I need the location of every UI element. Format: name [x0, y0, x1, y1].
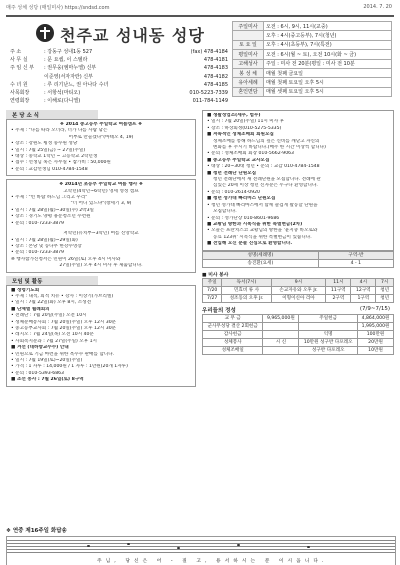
table-row	[203, 259, 394, 267]
info-row	[10, 73, 228, 81]
schedule-label: 평일미사	[233, 50, 264, 59]
text-line: • 대상 : 20~30대 청년 • 문의 : 교감 010-4784-1548	[207, 164, 320, 170]
schedule-value: 매월 셋째 토요일 오후 5시	[264, 87, 392, 96]
schedule-row	[233, 78, 392, 87]
info-value: : 문 요셉, 이 스텔라	[44, 57, 88, 64]
text-line: 모집합니다.	[213, 209, 237, 215]
info-row	[10, 81, 228, 89]
table-cell: 12구역	[351, 286, 376, 294]
text-line: 동료 123위' 시복식을 위한 특별현금이 있습니다.	[213, 234, 312, 240]
page-title: 천주교 성내동 성당	[60, 26, 205, 45]
mass-schedule-table	[232, 21, 392, 97]
info-label: 수 녀 원	[10, 81, 28, 88]
text-line: • 문의 : 010-5393-6863	[11, 370, 64, 376]
schedule-label: 혼인면담	[233, 87, 264, 96]
text-line: ■ 교황님 방한과 시복식을 위한 특별현금(2차)	[207, 221, 303, 227]
schedule-label: 유아세례	[233, 78, 264, 87]
info-value: : 이해로(다니엘)	[44, 98, 81, 105]
table-row	[203, 294, 394, 302]
text-line: 저학년(유치부~3학년) 여름 신앙학교	[63, 231, 139, 237]
table-header-cell: 성명(세례명)	[203, 251, 319, 259]
text-line: 변화를 후 주시기 바랍니다.(매주 한 시간 이상씩 합니다)	[213, 145, 326, 151]
text-line: • 레지오 : 7월 24일(목) 오전 10시 40분	[11, 332, 94, 338]
offering-title: 우리들의 정성	[202, 307, 236, 314]
header	[6, 15, 394, 109]
table-cell: 7/20	[203, 286, 222, 294]
text-line: • 민원으로 기금 마련을 위한 옥수수 판매를 합니다.	[11, 351, 115, 357]
info-label: 사목회장	[10, 89, 30, 96]
site-url: 매주 성체 성당 (매일미사) https://sndsd.com	[6, 5, 110, 11]
info-row	[10, 48, 228, 56]
table-cell: 감사헌금	[203, 330, 263, 338]
info-label: 주 소	[10, 49, 22, 55]
schedule-row	[233, 68, 392, 77]
schedule-value: 오후 : 4시(중고등부), 7시(청년)	[264, 31, 392, 40]
text-line: • 오늘은 프란치스코 교황님의 방한을 '윤지충 바오로와	[207, 228, 318, 234]
table-cell: 성구반 다포레오	[299, 346, 358, 354]
text-line: • 일시 : 7월 28일(월)~29일(화)	[11, 237, 78, 243]
table-row	[203, 314, 394, 322]
text-line: ■ 겨선 (대하향교수수) 안내	[11, 345, 69, 351]
table-cell: 손교자유와 오후 Jr.	[271, 286, 326, 294]
schedule-label: 토 요 일	[233, 40, 264, 49]
table-cell: 성체조배일	[203, 346, 263, 354]
table-cell	[263, 330, 299, 338]
text-line: • 문의 : 010-2614-0920	[207, 189, 260, 195]
section-parish-news-title: 본 당 소 식	[6, 110, 98, 119]
text-line: • 일시 : 7월 19일(토)~20일(주일)	[11, 358, 83, 363]
info-value: : 강동구 성내1동 527	[44, 49, 93, 55]
schedule-label: 봉 성 체	[233, 68, 264, 77]
text-line: • 접수 : 선생님 혹은 사무실 • 참가비 : 50,000원	[11, 160, 111, 166]
meetings-box	[6, 285, 196, 387]
welcome-table	[202, 251, 394, 268]
info-label: 사 무 실	[10, 57, 28, 64]
text-line: • 문의 : 010-7233-3879	[11, 220, 64, 226]
info-phone: 478-4181	[203, 57, 228, 64]
table-cell: 7/27	[203, 294, 222, 302]
text-line: ■ 조선 봉사 : 7월 26일(토) 8구역	[11, 377, 84, 383]
text-line: 청년 전례단에서 새 전례단원을 모집합니다. 전례에 관	[213, 177, 321, 183]
section-meetings-title: 모임 및 활동	[6, 276, 98, 285]
text-line: 성체조배를 통해 하느님의 깊은 신비를 깨닫고 자신의	[213, 138, 320, 144]
table-cell: 성조동의 오후 Jr.	[222, 294, 271, 302]
info-label: 주 임 신 부	[10, 65, 35, 72]
mass-service-title: ■ 미사 봉사	[202, 272, 229, 278]
text-line: ■ 단체별 월례회의	[11, 306, 50, 312]
issue-date: 2014. 7. 20	[363, 4, 392, 10]
table-cell: 9,965,000원	[263, 314, 299, 322]
mass-service-table	[202, 278, 394, 303]
text-line: • 사회복지분과 : 7월 27일(주일) 오후 1시	[11, 338, 97, 344]
left-column	[6, 110, 196, 387]
text-line: • 장소 : 본당 및 동나무 한강수영장	[11, 243, 82, 249]
schedule-row	[233, 87, 392, 96]
text-line: • 주제 : "빈 바람 하느님 그리고 우리"	[11, 195, 88, 201]
table-cell	[263, 322, 299, 330]
table-header-cell: 독서(7시)	[222, 278, 271, 286]
text-line: • 전례단 : 7월 20일(주일) 오전 10시	[11, 313, 87, 319]
table-cell: 청년	[376, 294, 394, 302]
text-line: 어부로 만들겠다"(마태오 4, 19)	[68, 134, 134, 140]
table-header-row	[203, 251, 394, 259]
children-event-box	[6, 179, 196, 272]
text-line: ■ 저속적인 성체조배회 회원모집	[207, 132, 274, 138]
text-line: ※ 행사참가신청서는 민원이 26일(토) 오후 4시 미사와	[11, 256, 121, 262]
schedule-row	[233, 59, 392, 68]
text-line: • 청년 성가대 빠리마스에서 함께 즐겁게 활동할 단원을	[207, 202, 318, 208]
text-line: 고학년(4학년~6학년) 영세 영성 캠프	[63, 188, 139, 194]
church-logo-icon	[36, 24, 54, 42]
table-cell: 1구역	[351, 294, 376, 302]
table-header-row	[203, 278, 394, 286]
info-value: : 권무웅(엠마누엘) 신부	[44, 65, 97, 72]
text-line: • 주제 : "나를 따라 오너라, 너가 나를 사람 낚는	[11, 128, 108, 134]
psalm-lyric: 주님, 당신은 어 - 질 고, 용서하시는 분 이시옵니다.	[97, 559, 328, 564]
text-line: • 문의 : 교감선생님 010-4784-1548	[11, 166, 88, 172]
table-cell: 4,864,000원	[358, 314, 394, 322]
schedule-row	[233, 40, 392, 49]
text-line: • 문의 : 010-7233-3879	[11, 250, 64, 256]
schedule-value: 매월 첫째 토요일 오후 5시	[264, 78, 392, 87]
info-phone: 478-4183	[203, 65, 228, 72]
table-cell: 이형이신아 리아	[271, 294, 326, 302]
table-cell: 10만원	[358, 346, 394, 354]
text-line: • 장소 : 경기도 양평 용문청소년 수련원	[11, 214, 91, 220]
table-header-cell: 구역-반	[318, 251, 393, 259]
info-phone: 011-784-1149	[192, 98, 228, 105]
schedule-label: 주일미사	[233, 22, 264, 31]
text-line: ❖ 2014 중고등부 주일학교 여름캠프 ❖	[59, 122, 143, 127]
text-line: ■ 청년 성가대 빠리마스 단원모집	[207, 196, 276, 202]
table-cell: 주일헌금	[299, 314, 358, 322]
info-value: : 서항석(마티오)	[44, 89, 81, 96]
table-row	[203, 322, 394, 330]
table-cell: 익명	[299, 330, 358, 338]
text-line: • 성체분배봉사회 : 7월 20일(주일) 오후 12시 30분	[11, 319, 117, 325]
info-label: 연령회장	[10, 98, 30, 105]
right-column	[202, 110, 394, 355]
text-line: • 주제 : 내적, 외적 치유 • 강사 : 이상기(가브리엘)	[11, 293, 114, 299]
top-line	[0, 0, 400, 14]
text-line: ■ 성령기도회	[11, 287, 40, 293]
table-cell: 군사무성당 결산 2회헌금	[203, 322, 263, 330]
table-row	[203, 346, 394, 354]
text-line: ■ 청년 전례단 단원모집	[207, 170, 257, 176]
info-phone: 010-5223-7339	[189, 89, 228, 96]
table-cell: 1,995,000원	[358, 322, 394, 330]
text-line: • 일시 : 7월 20일(주일) 11시 미사 후	[207, 119, 285, 125]
text-line: • 중고등부교사회 : 7월 20일(주일) 오후 12시 30분	[11, 325, 117, 331]
text-line: • 일시 : 7월 28일(월)~30일(수) 2박3일	[11, 207, 94, 213]
text-line: • 문의 : 성가단장 010-8601-9686	[207, 215, 280, 221]
text-line: • 문의 : 성체조배회 회장 010-5662-9063	[207, 151, 294, 157]
offering-date: (7/9~7/15)	[359, 305, 390, 312]
table-cell: 민효비 류 사	[222, 286, 271, 294]
table-header-cell: 7시	[376, 278, 394, 286]
text-line: • 가격 : 1 자루 : 14,000원 / 1 자루 : 1만원(20개 1자루)	[11, 364, 128, 370]
psalm-title: ❖ 연중 제16주일 화답송	[6, 528, 67, 534]
psalm-footer	[6, 526, 394, 564]
text-line: ■ 생활성업소(세무, 법무)	[207, 113, 261, 118]
table-header-cell: 11시	[326, 278, 351, 286]
info-row	[10, 56, 228, 64]
info-row	[10, 97, 228, 105]
schedule-value: 오전 : 6시(월 ~ 토), 오전 10시(화 ~ 금)	[264, 50, 392, 59]
text-line: 27일(주일) 오후 4시 미사 후 제출합니다.	[59, 263, 143, 269]
table-row	[203, 330, 394, 338]
schedule-row	[233, 31, 392, 40]
table-cell: 100만원	[358, 330, 394, 338]
text-line: ■ 전입해 오신 분들 진심으로 환영합니다.	[207, 241, 293, 247]
announcements-box	[202, 110, 394, 251]
table-cell: 시 신	[263, 338, 299, 346]
info-value: 이준영(서자자란) 신부	[44, 73, 93, 80]
table-row	[203, 286, 394, 294]
info-phone: 478-4185	[203, 81, 228, 88]
text-line: 심있는 20세 이상 청년 신자분은 누구나 환영합니다.	[213, 183, 318, 189]
schedule-label: 고해성사	[233, 59, 264, 68]
text-line: • 일시 : 7월 22일(화) 오후 8시, 소성전	[11, 300, 92, 306]
youth-camp-box	[6, 119, 196, 176]
schedule-label	[233, 31, 264, 40]
schedule-value: 매월 첫째 금요일	[264, 68, 392, 77]
schedule-value: 오후 : 4시(초등부), 7시(특전)	[264, 40, 392, 49]
text-line: "너 어디 있느냐"(창세기 3, 9)	[70, 201, 132, 207]
table-cell: 청년	[376, 286, 394, 294]
text-line: ■ 중고등부 주일학교 교사모집	[207, 157, 270, 163]
schedule-row	[233, 22, 392, 31]
table-cell: 2구역	[326, 294, 351, 302]
table-cell: 10만원 성구반 다포레오	[299, 338, 358, 346]
table-cell: 11구역	[326, 286, 351, 294]
info-phone: (fax) 478-4184	[190, 49, 228, 55]
schedule-value: 오전 : 6시, 9시, 11시(교중)	[264, 22, 392, 31]
table-header-cell: 9시	[271, 278, 326, 286]
contact-info	[10, 48, 228, 105]
table-row	[203, 338, 394, 346]
table-header-cell: 주일	[203, 278, 222, 286]
table-cell: 4 - 1	[318, 259, 393, 267]
table-cell: 성체봉사	[203, 338, 263, 346]
music-staff	[6, 536, 396, 565]
text-line: • 장소 : 강원도 횡성 풍수원 성당	[11, 141, 78, 147]
table-cell	[263, 346, 299, 354]
schedule-value: 주일 : 미사 전 20분(평일 : 미사 전 10분	[264, 59, 392, 68]
text-line: • 대상 : 중학교 1학년 ~ 고등학교 2학년생	[11, 154, 98, 160]
table-header-cell: 4시	[351, 278, 376, 286]
info-phone: 478-4182	[203, 73, 228, 80]
schedule-row	[233, 50, 392, 59]
info-row	[10, 89, 228, 97]
table-cell	[299, 322, 358, 330]
offering-table	[202, 314, 394, 355]
text-line: • 장소 : 하상회정(010-5275-5335)	[207, 125, 282, 131]
info-value: : 루 리기난느, 권 아나다 수녀	[44, 81, 109, 88]
table-cell: 송진환(요세)	[203, 259, 319, 267]
info-row	[10, 64, 228, 72]
text-line: • 일시 : 7월 25일(금) ~ 27일(주일)	[11, 147, 86, 153]
table-cell: 20만원	[358, 338, 394, 346]
table-cell: 교 무 금	[203, 314, 263, 322]
text-line: ❖ 2014년 초등부 주일학교 여름 행사 ❖	[59, 182, 143, 188]
